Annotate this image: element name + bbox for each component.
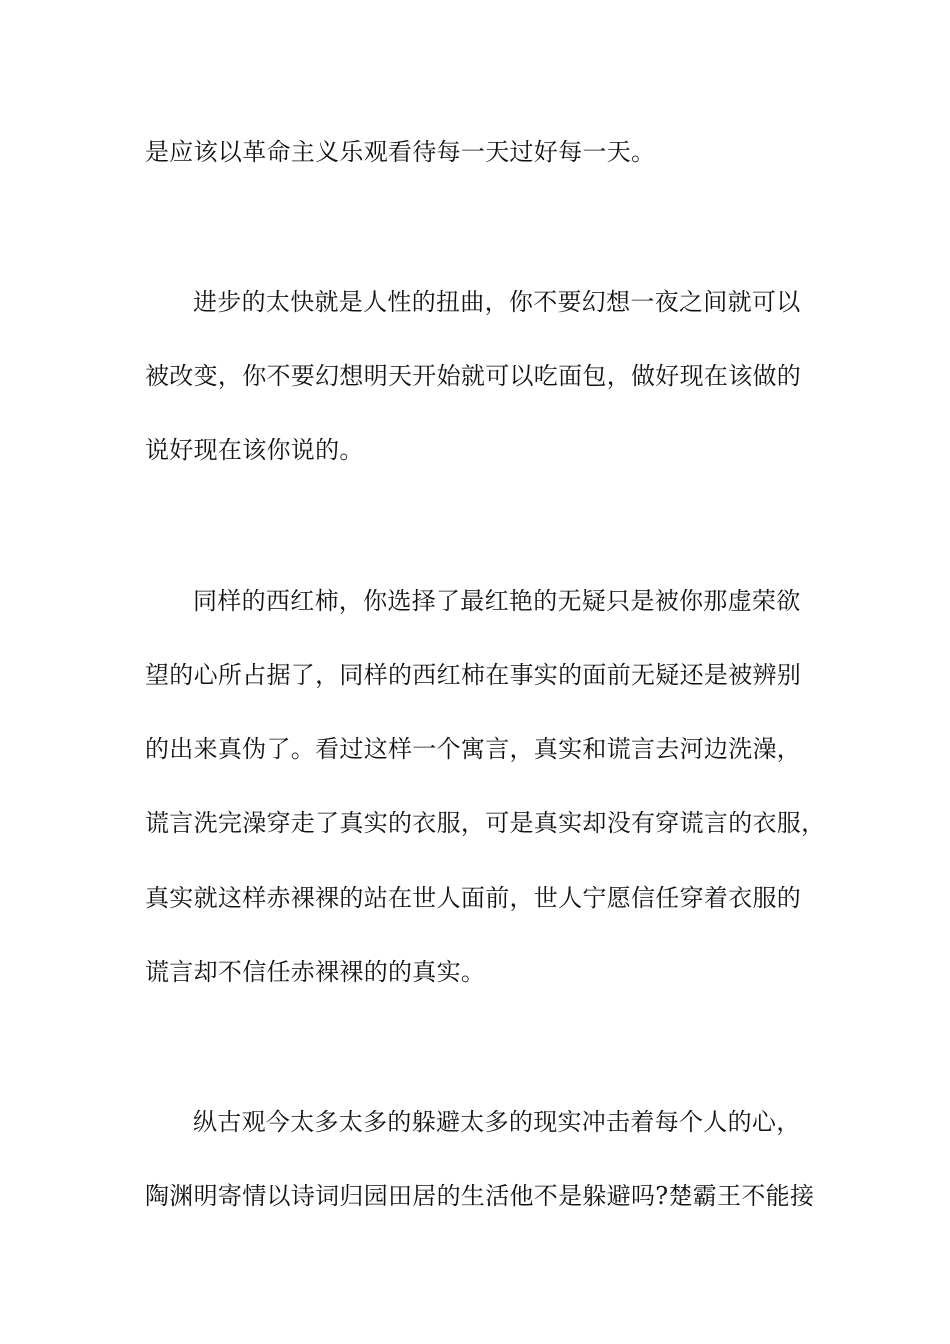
paragraph-3-line-4: 谎言洗完澡穿走了真实的衣服，可是真实却没有穿谎言的衣服， [145, 809, 826, 837]
paragraph-4-line-2: 陶渊明寄情以诗词归园田居的生活他不是躲避吗?楚霸王不能接 [145, 1182, 815, 1210]
paragraph-3-line-1: 同样的西红柿，你选择了最红艳的无疑只是被你那虚荣欲 [193, 587, 801, 615]
paragraph-2-line-2: 被改变，你不要幻想明天开始就可以吃面包，做好现在该做的 [145, 362, 802, 390]
paragraph-2-line-3: 说好现在该你说的。 [145, 436, 364, 464]
paragraph-3-line-2: 望的心所占据了，同样的西红柿在事实的面前无疑还是被辨别 [145, 661, 802, 689]
paragraph-2-line-1: 进步的太快就是人性的扭曲，你不要幻想一夜之间就可以 [193, 288, 801, 316]
paragraph-3-line-6: 谎言却不信任赤裸裸的的真实。 [145, 958, 486, 986]
paragraph-3-line-3: 的出来真伪了。看过这样一个寓言，真实和谎言去河边洗澡， [145, 735, 802, 763]
paragraph-3-line-5: 真实就这样赤裸裸的站在世人面前，世人宁愿信任穿着衣服的 [145, 884, 802, 912]
paragraph-4-line-1: 纵古观今太多太多的躲避太多的现实冲击着每个人的心， [193, 1108, 801, 1136]
paragraph-1-line-1: 是应该以革命主义乐观看待每一天过好每一天。 [145, 138, 656, 166]
